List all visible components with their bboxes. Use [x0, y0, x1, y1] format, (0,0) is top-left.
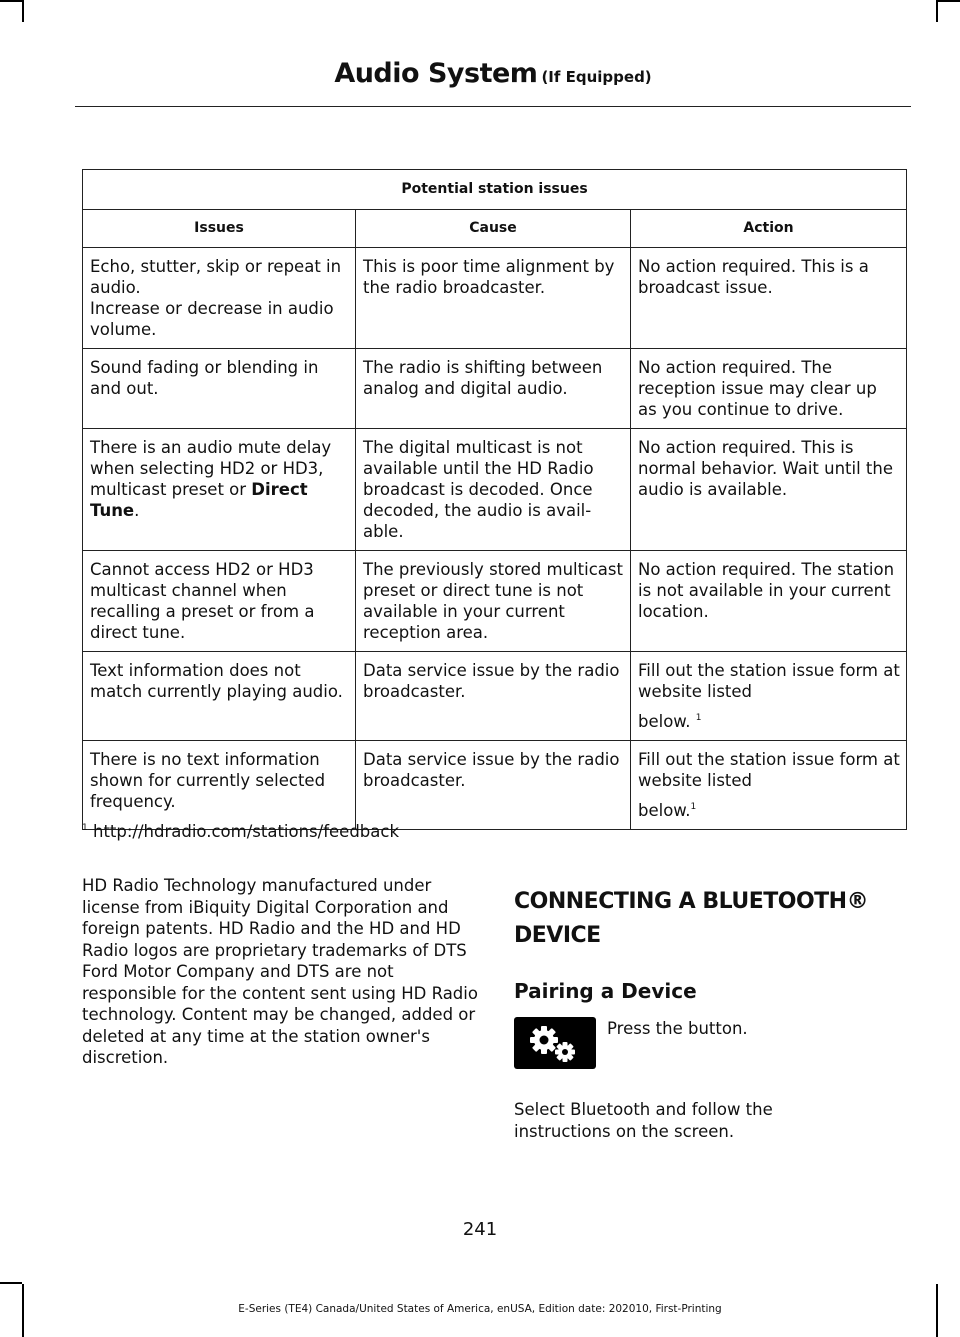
press-instruction: Press the button. — [607, 1019, 748, 1038]
issue-cell: Text information does not match currently playing audio. — [83, 652, 356, 741]
table-caption: Potential station issues — [83, 170, 907, 210]
hd-radio-notice: HD Radio Technology manufactured under license from iBiquity Digital Corporation and foreign patents. HD Radio and the HD and HD Radio logos are proprietary trademarks of DTS Ford Motor Company and DTS are not responsible for the content sent using HD Radio technology. Content may be changed, added or deleted at any time at the station owner's discretion. — [82, 876, 478, 1067]
bluetooth-section — [514, 885, 914, 1142]
action-cell — [631, 652, 907, 741]
issue-cell: There is no text information shown for currently selected frequency. — [83, 741, 356, 830]
cause-cell: Data service issue by the radio broadcaster. — [356, 652, 631, 741]
table-row — [83, 429, 907, 551]
bluetooth-instruction: Select Bluetooth and follow the instructions on the screen. — [514, 1100, 773, 1141]
header-divider — [75, 106, 911, 107]
station-issues-table — [82, 169, 907, 830]
table-row — [83, 551, 907, 652]
footnote-ref: 1 — [690, 802, 697, 812]
table-footnote — [82, 822, 399, 841]
cause-cell: This is poor time alignment by the radio broadcaster. — [356, 248, 631, 349]
sub-heading: Pairing a Device — [514, 979, 697, 1003]
cause-cell: The radio is shifting between analog and digital audio. — [356, 349, 631, 429]
issue-text: There is an audio mute delay when selecting HD2 or HD3, multicast preset or — [90, 438, 332, 499]
crop-mark — [22, 0, 24, 22]
table-header-row — [83, 210, 907, 248]
crop-mark — [0, 1282, 22, 1284]
direct-tune-label: Direct Tune — [90, 480, 308, 520]
page-header — [75, 58, 911, 89]
action-text: Fill out the station issue form at website listed — [638, 661, 900, 701]
action-cell — [631, 741, 907, 830]
crop-mark — [0, 0, 22, 2]
edition-footer: E-Series (TE4) Canada/United States of America, enUSA, Edition date: 202010, First-Printing — [238, 1303, 722, 1315]
footnote-url: http://hdradio.com/stations/feedback — [92, 822, 399, 841]
crop-mark — [936, 0, 938, 22]
issue-cell — [83, 429, 356, 551]
settings-gears-icon — [514, 1017, 596, 1069]
section-heading: CONNECTING A BLUETOOTH® DEVICE — [514, 889, 869, 948]
crop-mark — [938, 0, 960, 2]
action-text-tail: below. — [638, 712, 691, 731]
page-title-suffix: (If Equipped) — [541, 68, 652, 86]
issue-text: Increase or decrease in audio volume. — [90, 299, 334, 339]
column-header-action: Action — [631, 210, 907, 248]
column-header-cause: Cause — [356, 210, 631, 248]
issue-text: Echo, stutter, skip or repeat in audio. — [90, 257, 342, 297]
issue-cell — [83, 248, 356, 349]
table-row — [83, 741, 907, 830]
column-header-issues: Issues — [83, 210, 356, 248]
action-cell: No action required. The reception issue may clear up as you continue to drive. — [631, 349, 907, 429]
issue-cell: Sound fading or blending in and out. — [83, 349, 356, 429]
cause-cell: The digital multicast is not available until the HD Radio broadcast is decoded. Once decoded, the audio is avail-able. — [356, 429, 631, 551]
table-row — [83, 652, 907, 741]
issue-cell: Cannot access HD2 or HD3 multicast channel when recalling a preset or from a direct tune. — [83, 551, 356, 652]
action-text: Fill out the station issue form at website listed — [638, 750, 900, 790]
action-cell: No action required. This is a broadcast issue. — [631, 248, 907, 349]
footnote-ref: 1 — [695, 713, 702, 723]
action-cell: No action required. This is normal behavior. Wait until the audio is available. — [631, 429, 907, 551]
issue-text-suffix: . — [134, 501, 140, 520]
footnote-marker: 1 — [82, 823, 88, 833]
action-cell: No action required. The station is not available in your current location. — [631, 551, 907, 652]
page-number: 241 — [462, 1219, 498, 1240]
action-text-tail: below. — [638, 801, 691, 820]
table-row — [83, 248, 907, 349]
table-caption-row — [83, 170, 907, 210]
press-button-row — [514, 1017, 914, 1083]
table-row — [83, 349, 907, 429]
action-text — [638, 708, 900, 732]
action-text — [638, 797, 900, 821]
cause-cell: The previously stored multicast preset or direct tune is not available in your current reception area. — [356, 551, 631, 652]
cause-cell: Data service issue by the radio broadcaster. — [356, 741, 631, 830]
page-title: Audio System — [334, 58, 538, 89]
